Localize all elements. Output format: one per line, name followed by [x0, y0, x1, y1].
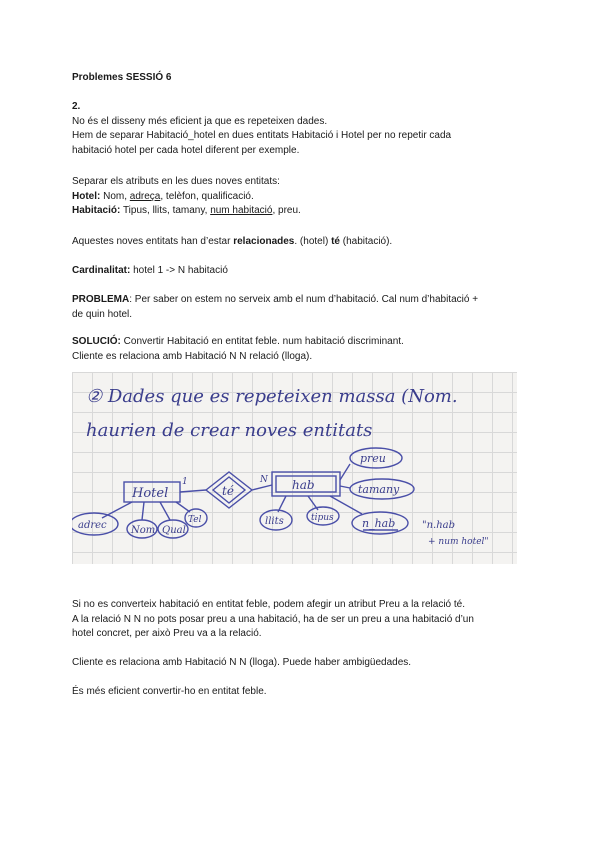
- problem-line: de quin hotel.: [72, 308, 133, 320]
- entity-hotel-label: Hotel: [132, 486, 169, 501]
- relation-section: [72, 235, 542, 250]
- connector-line: [176, 502, 190, 512]
- cardinality-text: hotel 1 -> N habitació: [130, 265, 228, 276]
- attr-adrec-label: adrec: [78, 520, 107, 531]
- solution-label: SOLUCIÓ:: [72, 336, 121, 347]
- solution-line: [72, 335, 542, 350]
- conclusion-section: [72, 685, 542, 700]
- attr-tel-label: Tel: [188, 515, 202, 525]
- sketch-note-1: "n.hab: [422, 520, 456, 531]
- cardinality-n-mark: N: [260, 475, 268, 485]
- section-number: 2.: [72, 101, 81, 112]
- after-section: [72, 598, 542, 642]
- cardinality-line: [72, 264, 542, 279]
- attr-tipus-label: tipus: [311, 513, 334, 523]
- cardinality-section: [72, 264, 542, 279]
- attr-preu-label: preu: [360, 452, 386, 465]
- after-line: Cliente es relaciona amb Habitació N N (lloga). Puede haber ambigüedades.: [72, 657, 412, 668]
- after-line: A la relació N N no pots posar preu a una habitació, ha de ser un preu a una habitació d’un: [72, 613, 474, 625]
- relation-post: (habitació).: [339, 236, 393, 247]
- solution-section: [72, 335, 542, 364]
- problem-section: [72, 293, 542, 322]
- hotel-nom: Nom,: [100, 190, 130, 202]
- connector-line: [252, 485, 272, 490]
- connector-line: [340, 464, 350, 480]
- er-diagram-photo: [72, 372, 517, 564]
- attr-tamany-label: tamany: [358, 483, 400, 496]
- connector-line: [340, 486, 350, 488]
- intro-line: No és el disseny més eficient ja que es repeteixen dades.: [72, 115, 328, 127]
- hotel-attributes: [72, 190, 542, 205]
- problem-text: : Per saber on estem no serveix amb el num d’habitació. Cal num d’habitació +: [129, 294, 479, 305]
- hotel-rest: , telèfon, qualificació.: [160, 190, 254, 202]
- relation-bold2: té: [331, 236, 340, 247]
- hab-attributes: [72, 204, 542, 219]
- relation-te-label: té: [222, 484, 234, 498]
- problem-label: PROBLEMA: [72, 294, 130, 305]
- connector-line: [142, 502, 144, 520]
- connector-line: [330, 496, 362, 514]
- hab-pre: Tipus, llits, tamany,: [120, 205, 211, 216]
- ambiguity-section: [72, 656, 542, 671]
- solution-text: Convertir Habitació en entitat feble. num habitació discriminant.: [120, 336, 404, 347]
- after-line: És més eficient convertir-ho en entitat feble.: [72, 686, 267, 697]
- sketch-note-2: + num hotel": [428, 537, 489, 547]
- er-diagram-sketch: [72, 372, 517, 564]
- cardinality-label: Cardinalitat:: [72, 265, 131, 276]
- sketch-heading-1: ② Dades que es repeteixen massa (Nom.: [86, 386, 458, 407]
- attributes-heading: Separar els atributs en les dues noves entitats:: [72, 176, 280, 187]
- hab-num: num habitació: [210, 205, 273, 216]
- relation-bold1: relacionades: [233, 236, 295, 247]
- hotel-adreca: adreça: [129, 190, 161, 202]
- page-title: Problemes SESSIÓ 6: [72, 72, 172, 83]
- problem-line: [72, 293, 542, 308]
- relation-pre: Aquestes noves entitats han d’estar: [72, 236, 234, 247]
- solution-line: Cliente es relaciona amb Habitació N N relació (lloga).: [72, 350, 313, 362]
- after-line: Si no es converteix habitació en entitat feble, podem afegir un atribut Preu a la relació té.: [72, 599, 466, 610]
- intro-line: Hem de separar Habitació_hotel en dues entitats Habitació i Hotel per no repetir cada: [72, 130, 452, 141]
- attributes-section: [72, 175, 542, 219]
- intro-line: habitació hotel per cada hotel diferent per exemple.: [72, 144, 300, 156]
- attr-nom-label: Nom: [131, 525, 156, 536]
- after-line: hotel concret, per això Preu va a la relació.: [72, 628, 262, 639]
- cardinality-1-mark: 1: [182, 477, 188, 487]
- hotel-label: Hotel:: [72, 190, 101, 202]
- connector-line: [102, 502, 132, 518]
- hab-label: Habitació:: [72, 205, 121, 216]
- connector-line: [160, 502, 170, 520]
- hab-rest: , preu.: [272, 205, 301, 216]
- connector-line: [180, 490, 206, 492]
- attr-qual-label: Qual: [162, 525, 186, 536]
- attr-llits-label: llits: [265, 516, 284, 527]
- intro-section: [72, 100, 542, 158]
- entity-hab-label: hab: [292, 478, 315, 492]
- relation-mid: . (hotel): [294, 236, 332, 247]
- relation-line: [72, 235, 542, 250]
- sketch-heading-2: haurien de crear noves entitats: [86, 420, 373, 441]
- attr-nhab-label: n_hab: [362, 517, 396, 530]
